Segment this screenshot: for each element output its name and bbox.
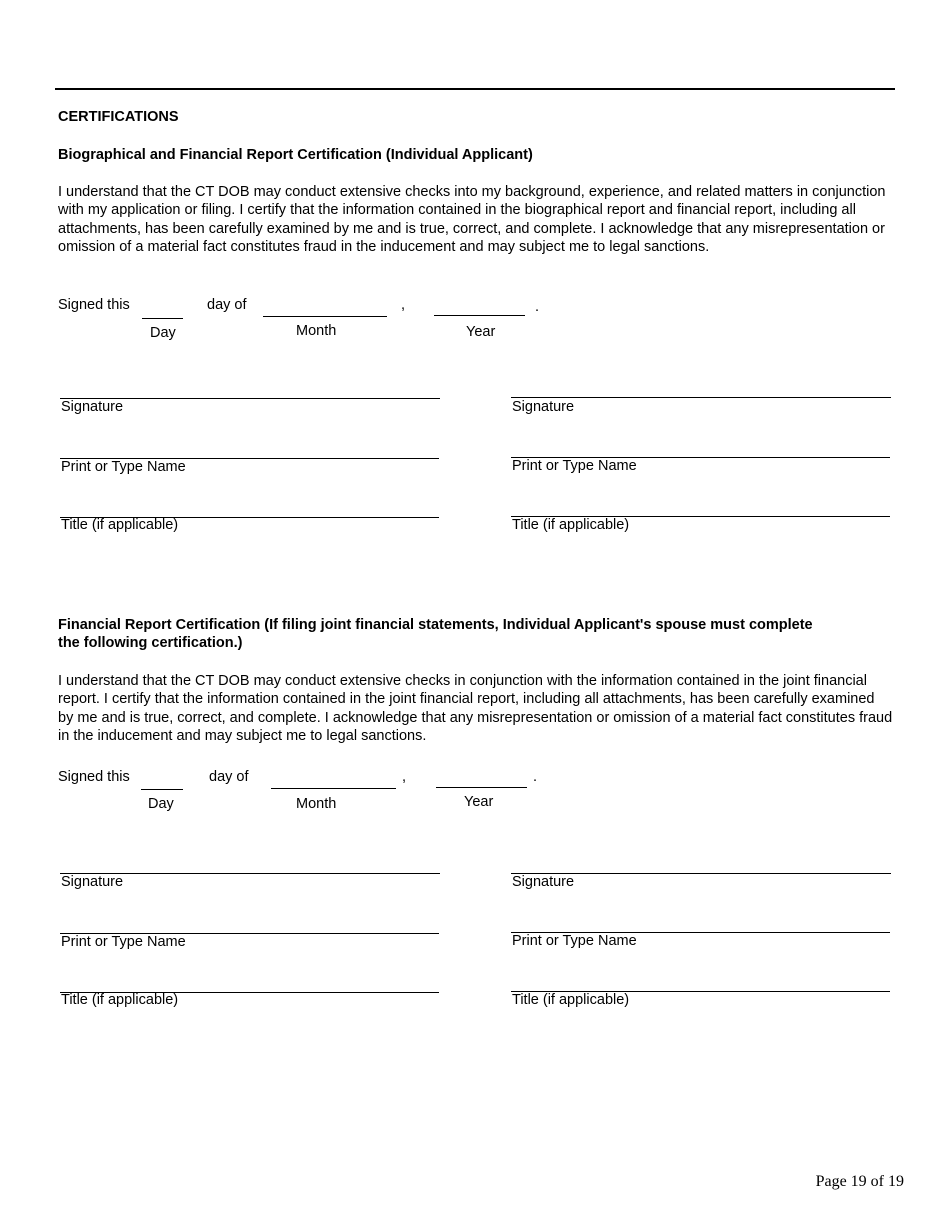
section2-year-field[interactable] xyxy=(436,787,527,788)
section1-day-label: Day xyxy=(150,325,176,341)
section2-day-of: day of xyxy=(209,769,249,785)
section2-title-line1: Financial Report Certification (If filing joint financial statements, Individual Applicant's spouse must complete xyxy=(58,617,813,633)
section1-comma: , xyxy=(401,297,406,313)
section2-left-title-label: Title (if applicable) xyxy=(61,992,179,1008)
section1-paragraph: I understand that the CT DOB may conduct extensive checks into my background, experience, and related matters in conjunction with my application or filing. I certify that the information contained in the biographical report and financial report, including all attachments, has been carefully examined by me and is true, correct, and complete. I acknowledge that any misrepresentation or omission of a material fact constitutes fraud in the inducement and may subject me to legal sanctions. xyxy=(58,184,886,255)
section2-right-title-label: Title (if applicable) xyxy=(512,992,630,1008)
section2-right-signature-label: Signature xyxy=(512,874,575,890)
section2-day-label: Day xyxy=(148,796,174,812)
section1-month-label: Month xyxy=(296,323,337,339)
section2-month-field[interactable] xyxy=(271,788,396,789)
section1-left-print-name-label: Print or Type Name xyxy=(61,459,186,475)
section2-title-line2: the following certification.) xyxy=(58,635,243,651)
section1-day-of: day of xyxy=(207,297,247,313)
section1-year-label: Year xyxy=(466,324,496,340)
section2-left-signature-label: Signature xyxy=(61,874,124,890)
section1-right-signature-label: Signature xyxy=(512,399,575,415)
section1-year-field[interactable] xyxy=(434,315,525,316)
section2-signed-this: Signed this xyxy=(58,769,130,785)
section2-day-field[interactable] xyxy=(141,789,183,790)
section1-right-signature-field[interactable] xyxy=(511,397,891,398)
section2-left-print-name-label: Print or Type Name xyxy=(61,934,186,950)
section1-right-print-name-label: Print or Type Name xyxy=(512,458,637,474)
certifications-heading: CERTIFICATIONS xyxy=(58,109,179,125)
section1-month-field[interactable] xyxy=(263,316,387,317)
section2-year-label: Year xyxy=(464,794,494,810)
section1-title: Biographical and Financial Report Certification (Individual Applicant) xyxy=(58,147,533,163)
section2-paragraph: I understand that the CT DOB may conduct extensive checks in conjunction with the information contained in the joint financial report. I certify that the information contained in the joint financial report, including all attachments, has been carefully examined by me and is true, correct, and complete. I acknowledge that any misrepresentation or omission of a material fact constitutes fraud in the inducement and may subject me to legal sanctions. xyxy=(58,673,893,744)
top-rule xyxy=(55,88,895,90)
section2-right-print-name-label: Print or Type Name xyxy=(512,933,637,949)
section1-right-title-label: Title (if applicable) xyxy=(512,517,630,533)
page-number: Page 19 of 19 xyxy=(815,1173,904,1190)
section1-day-field[interactable] xyxy=(142,318,183,319)
section2-month-label: Month xyxy=(296,796,337,812)
section2-period: . xyxy=(533,769,538,785)
section1-signed-this: Signed this xyxy=(58,297,130,313)
section1-left-signature-label: Signature xyxy=(61,399,124,415)
section2-comma: , xyxy=(402,769,407,785)
section1-period: . xyxy=(535,299,540,315)
section1-left-title-label: Title (if applicable) xyxy=(61,517,179,533)
